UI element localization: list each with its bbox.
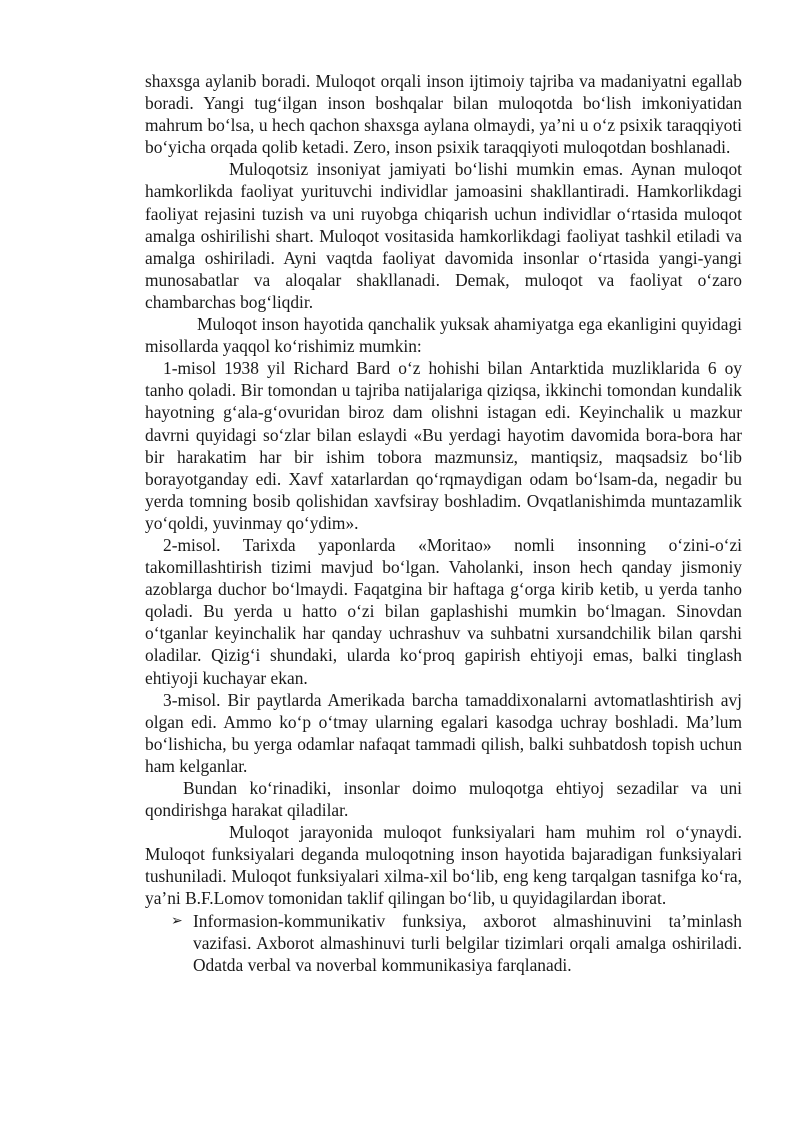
paragraph-examples-intro: Muloqot inson hayotida qanchalik yuksak ahamiyatga ega ekanligini quyidagi misollarda yaqqol ko‘rishimiz mumkin: xyxy=(145,314,742,357)
paragraph-example-1: 1-misol 1938 yil Richard Bard o‘z hohishi bilan Antarktida muzliklarida 6 oy tanho qoladi. Bir tomondan u tajriba natijalariga qiziqsa, ikkinchi tomondan kundalik hayotning g‘ala-g‘ovuridan biroz dam olishni istagan edi. Keyinchalik u mazkur davrni quyidagi so‘zlar bilan eslaydi «Bu yerdagi hayotim davomida bora-bora har bir harakatim har bir ishim tobora mazmunsiz, mantiqsiz, maqsadsiz bo‘lib borayotganday edi. Xavf xatarlardan qo‘rqmaydigan odam bo‘lsam-da, negadir bu yerda tomning bosib qolishidan xavfsiray boshladim. Ovqatlanishimda muntazamlik yo‘qoldi, yuvinmay qo‘ydim». xyxy=(145,358,742,533)
bullet-item-informational-function xyxy=(171,910,742,976)
paragraph-example-3: 3-misol. Bir paytlarda Amerikada barcha tamaddixonalarni avtomatlashtirish avj olgan edi. Ammo ko‘p o‘tmay ularning egalari kasodga uchray boshladi. Ma’lum bo‘lishicha, bu yerga odamlar nafaqat tammadi qilish, balki suhbatdosh topish uchun ham kelganlar. xyxy=(145,689,742,776)
paragraph-conclusion: Bundan ko‘rinadiki, insonlar doimo muloqotga ehtiyoj sezadilar va uni qondirishga harakat qiladilar. xyxy=(145,778,742,821)
arrow-bullet-icon: ➢ xyxy=(171,912,183,929)
bullet-item-text: Informasion-kommunikativ funksiya, axborot almashinuvini ta’minlash vazifasi. Axborot almashinuvi turli belgilar tizimlari orqali amalga oshiriladi. Odatda verbal va noverbal kommunikasiya farqlanadi. xyxy=(193,910,742,975)
document-page xyxy=(145,70,742,976)
paragraph-example-2: 2-misol. Tarixda yaponlarda «Moritao» nomli insonning o‘zini-o‘zi takomillashtirish tizimi mavjud bo‘lgan. Vaholanki, inson hech qanday jismoniy azoblarga duchor bo‘lmaydi. Faqatgina bir haftaga g‘orga kirib ketib, u yerda tanho qoladi. Bu yerda u hatto o‘zi bilan gaplashishi mumkin bo‘lmagan. Sinovdan o‘tganlar keyinchalik har qanday uchrashuv va suhbatni xursandchilik bilan qarshi oladilar. Qizig‘i shundaki, ularda ko‘proq gapirish ehtiyoji emas, balki tinglash ehtiyoji kuchayar ekan. xyxy=(145,534,742,688)
paragraph-society-communication: Muloqotsiz insoniyat jamiyati bo‘lishi mumkin emas. Aynan muloqot hamkorlikda faoliyat yurituvchi individlar jamoasini shakllantiradi. Hamkorlikdagi faoliyat rejasini tuzish va uni ruyobga chiqarish uchun individlar o‘rtasida muloqot amalga oshirilishi shart. Muloqot vositasida hamkorlikdagi faoliyat tashkil etiladi va amalga oshiriladi. Ayni vaqtda faoliyat davomida insonlar o‘rtasida yangi-yangi munosabatlar va aloqalar shakllanadi. Demak, muloqot va faoliyat o‘zaro chambarchas bog‘liqdir. xyxy=(145,159,742,312)
paragraph-functions: Muloqot jarayonida muloqot funksiyalari ham muhim rol o‘ynaydi. Muloqot funksiyalari deganda muloqotning inson hayotida bajaradigan funksiyalari tushuniladi. Muloqot funksiyalari xilma-xil bo‘lib, eng keng tarqalgan tasnifga ko‘ra, ya’ni B.F.Lomov tomonidan taklif qilingan bo‘lib, u quyidagilardan iborat. xyxy=(145,822,742,909)
paragraph-intro-continuation: shaxsga aylanib boradi. Muloqot orqali inson ijtimoiy tajriba va madaniyatni egallab boradi. Yangi tug‘ilgan inson boshqalar bilan muloqotda bo‘lish imkoniyatidan mahrum bo‘lsa, u hech qachon shaxsga aylana olmaydi, ya’ni u o‘z psixik taraqqiyoti bo‘yicha orqada qolib ketadi. Zero, inson psixik taraqqiyoti muloqotdan boshlanadi. xyxy=(145,71,742,158)
